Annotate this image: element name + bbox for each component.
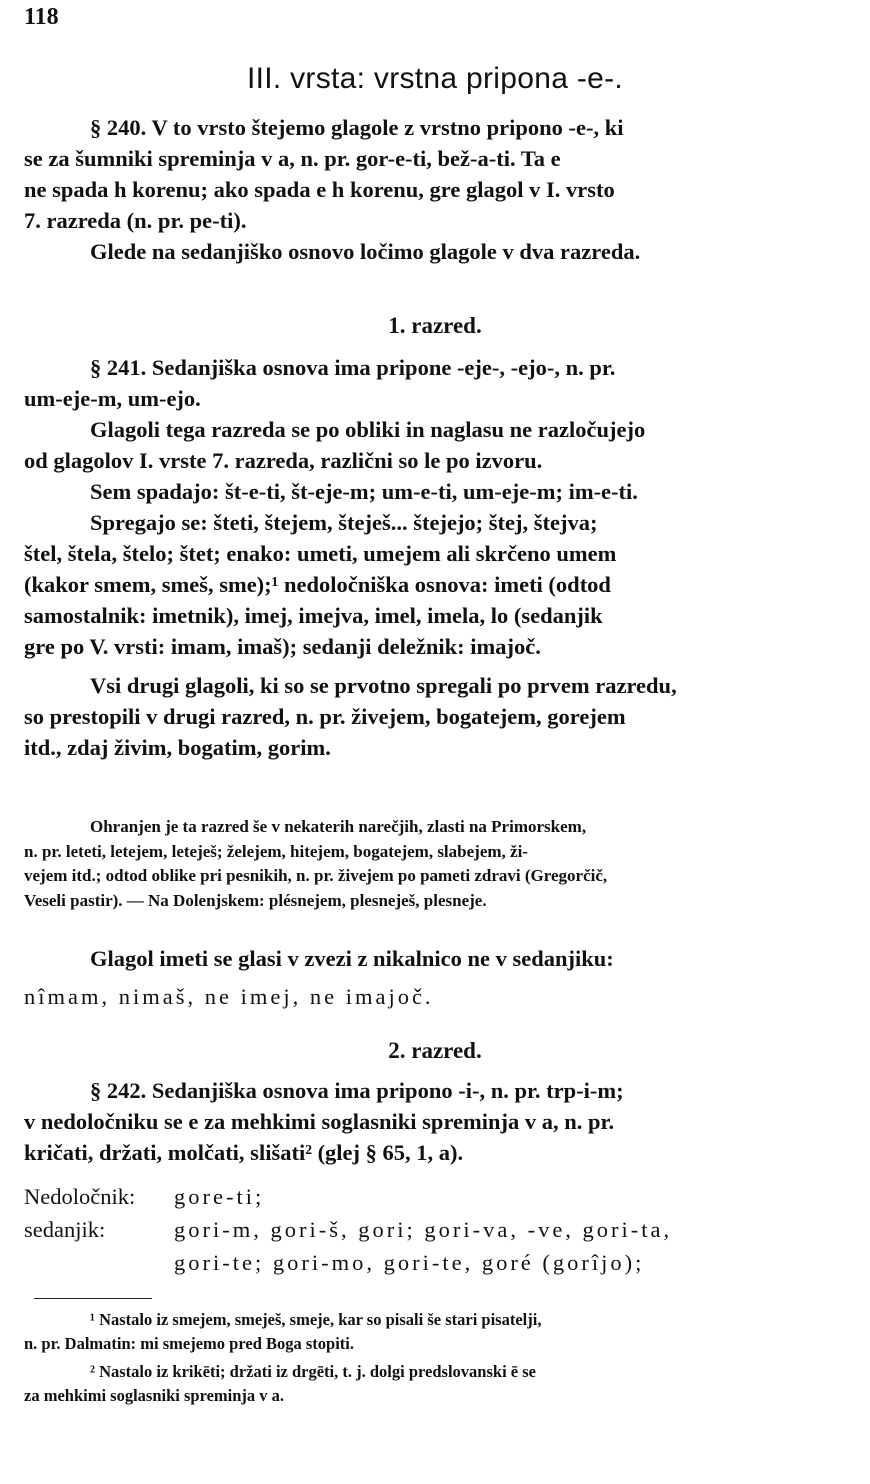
imeti-note [24, 940, 846, 1016]
text-line: so prestopili v drugi razred, n. pr. živejem, bogatejem, gorejem [24, 704, 626, 729]
text-line: kričati, držati, molčati, slišati² (glej § 65, 1, a). [24, 1140, 464, 1165]
section-heading: III. vrsta: vrstna pripona -e-. [246, 62, 624, 95]
row-value: gore-ti; [174, 1184, 265, 1209]
text-line: n. pr. leteti, letejem, leteješ; želejem, hitejem, bogatejem, slabejem, ži- [24, 841, 528, 861]
footnote-divider [34, 1298, 152, 1299]
text-line: v nedoločniku se e za mehkimi soglasniki spreminja v a, n. pr. [24, 1109, 615, 1134]
text-line: § 240. V to vrsto štejemo glagole z vrstno pripono -e-, ki [90, 115, 624, 140]
row-label: Nedoločnik: [24, 1184, 136, 1209]
text-line: 7. razreda (n. pr. pe-ti). [24, 208, 247, 233]
footnote-2-line: ² Nastalo iz krikēti; držati iz drgēti, t. j. dolgi predslovanski ē se [90, 1362, 536, 1381]
footnotes [24, 1308, 846, 1408]
paragraph-241 [24, 352, 846, 763]
text-line: od glagolov I. vrste 7. razreda, različni so le po izvoru. [24, 448, 543, 473]
text-line: štel, štela, štelo; štet; enako: umeti, umejem ali skrčeno umem [24, 541, 617, 566]
text-line: Glede na sedanjiško osnovo ločimo glagole v dva razreda. [90, 239, 641, 264]
text-line: § 241. Sedanjiška osnova ima pripone -eje-, -ejo-, n. pr. [90, 355, 616, 380]
conjugation-row-present-cont [24, 1246, 846, 1279]
text-line: se za šumniki spreminja v a, n. pr. gor-e-ti, bež-a-ti. Ta e [24, 146, 561, 171]
subheading-razred-1: 1. razred. [388, 313, 482, 338]
text-line: Spregajo se: šteti, štejem, šteješ... štejejo; štej, štejva; [90, 510, 598, 535]
text-line: Glagol imeti se glasi v zvezi z nikalnico ne v sedanjiku: [90, 946, 614, 971]
text-line: vejem itd.; odtod oblike pri pesnikih, n. pr. živejem po pameti zdravi (Gregorčič, [24, 866, 608, 885]
conjugation-row-present [24, 1213, 846, 1246]
row-value: gori-te; gori-mo, gori-te, goré (gorîjo); [174, 1250, 645, 1275]
subheading-razred-2: 2. razred. [388, 1038, 482, 1063]
text-line: um-eje-m, um-ejo. [24, 386, 201, 411]
paragraph-240 [24, 112, 846, 267]
footnote-2-line: za mehkimi soglasniki spreminja v a. [24, 1386, 285, 1405]
conjugation-table [24, 1180, 846, 1279]
row-label-spacer [24, 1246, 174, 1279]
small-print-note [24, 815, 846, 913]
row-label: sedanjik: [24, 1217, 106, 1242]
text-line: Ohranjen je ta razred še v nekaterih narečjih, zlasti na Primorskem, [90, 817, 587, 836]
text-line: Vsi drugi glagoli, ki so se prvotno spregali po prvem razredu, [90, 673, 677, 698]
text-line: ne spada h korenu; ako spada e h korenu, gre glagol v I. vrsto [24, 177, 615, 202]
page-number: 118 [24, 4, 59, 30]
text-line: nîmam, nimaš, ne imej, ne imajoč. [24, 984, 434, 1009]
text-line: § 242. Sedanjiška osnova ima pripono -i-, n. pr. trp-i-m; [90, 1078, 624, 1103]
row-value: gori-m, gori-š, gori; gori-va, -ve, gori-ta, [174, 1217, 673, 1242]
text-line: (kakor smem, smeš, sme);¹ nedoločniška osnova: imeti (odtod [24, 572, 611, 597]
text-line: Sem spadajo: št-e-ti, št-eje-m; um-e-ti, um-eje-m; im-e-ti. [90, 479, 638, 504]
footnote-1-line: ¹ Nastalo iz smejem, smeješ, smeje, kar so pisali še stari pisatelji, [90, 1310, 542, 1329]
footnote-1-line: n. pr. Dalmatin: mi smejemo pred Boga stopiti. [24, 1334, 354, 1353]
paragraph-242 [24, 1075, 846, 1168]
text-line: Glagoli tega razreda se po obliki in naglasu ne razločujejo [90, 417, 646, 442]
text-line: gre po V. vrsti: imam, imaš); sedanji deležnik: imajoč. [24, 634, 541, 659]
text-line: Veseli pastir). — Na Dolenjskem: plésnejem, plesneješ, plesneje. [24, 890, 487, 910]
text-line: samostalnik: imetnik), imej, imejva, imel, imela, lo (sedanjik [24, 603, 603, 628]
text-line: itd., zdaj živim, bogatim, gorim. [24, 735, 331, 760]
conjugation-row-infinitive [24, 1180, 846, 1213]
